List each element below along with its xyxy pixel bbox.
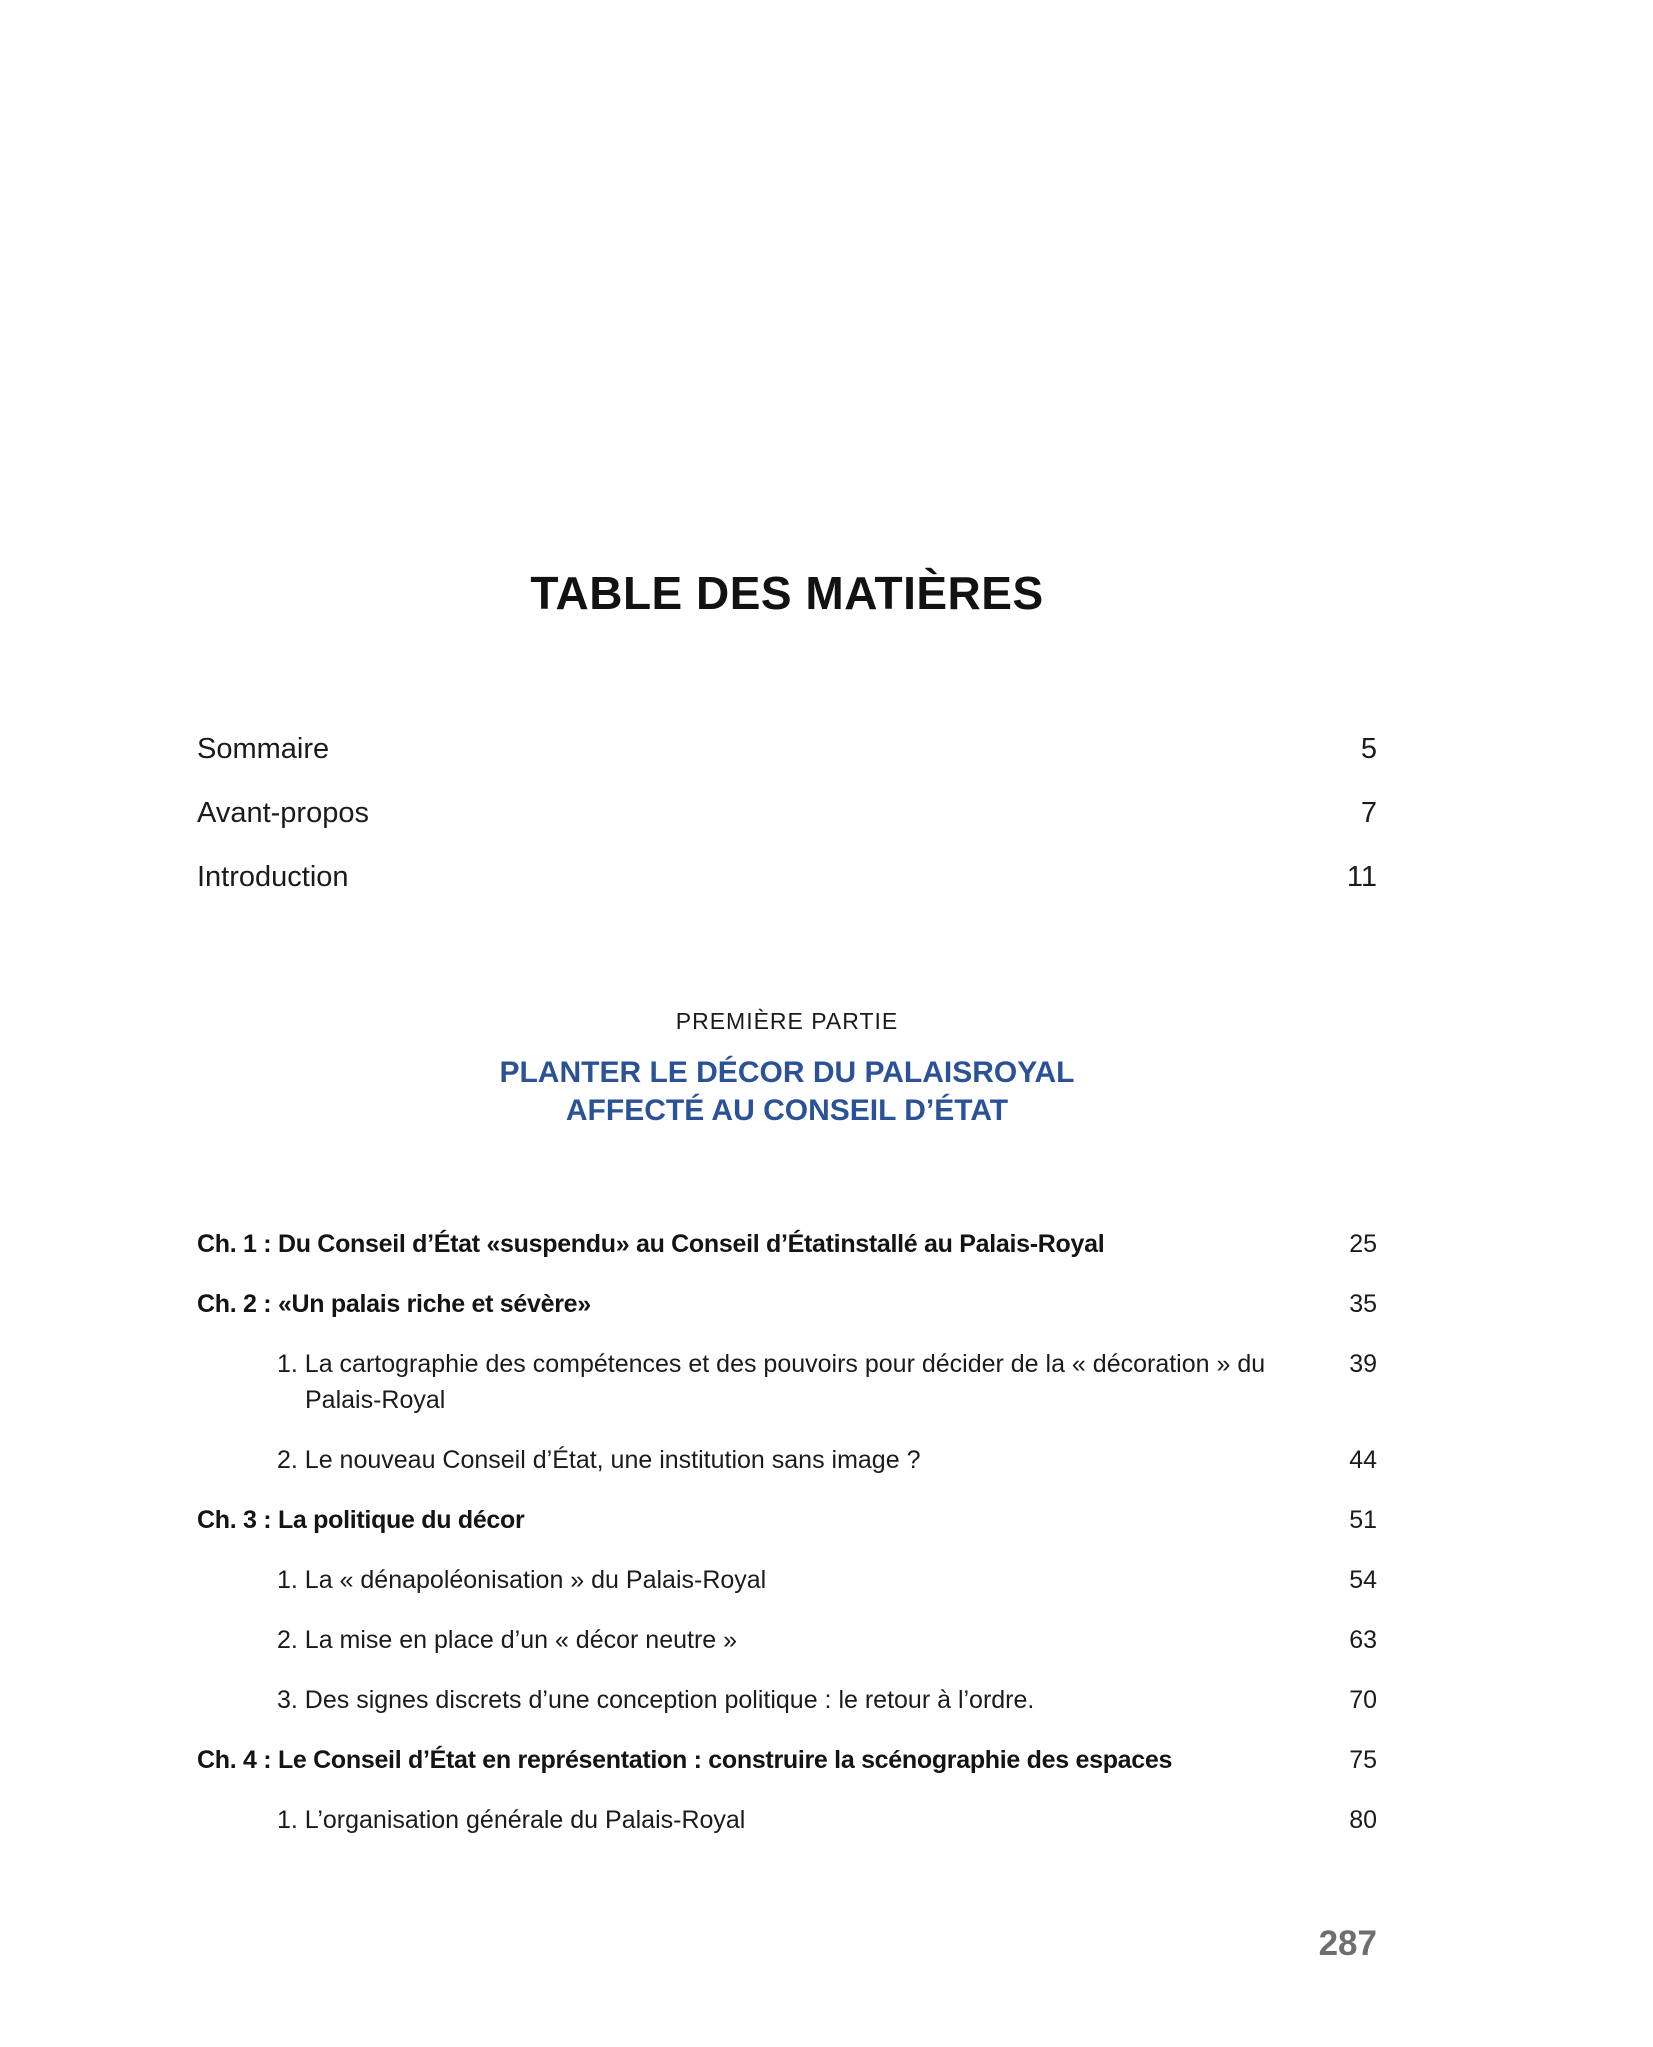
part-title-line2: AFFECTÉ AU CONSEIL D’ÉTAT [565, 1094, 1009, 1127]
front-matter-list [197, 732, 1377, 924]
toc-row [197, 1802, 1377, 1838]
front-matter-row [197, 860, 1377, 894]
entry-page-number: 54 [1349, 1566, 1377, 1594]
entry-page-number: 11 [1346, 861, 1377, 893]
entry-page-number: 25 [1349, 1230, 1377, 1258]
toc-row [197, 1682, 1377, 1718]
part-title [197, 1054, 1377, 1130]
entry-page-number: 7 [1360, 797, 1377, 829]
entry-page-number: 70 [1349, 1686, 1377, 1714]
entry-label: Ch. 1 : Du Conseil d’État «suspendu» au Conseil d’Étatinstallé au Palais-Royal [197, 1230, 1105, 1258]
entry-label: Introduction [197, 861, 349, 893]
entry-page-number: 51 [1349, 1506, 1377, 1534]
entry-label: Ch. 3 : La politique du décor [197, 1506, 525, 1534]
toc-row [197, 1226, 1377, 1262]
toc-row [197, 1286, 1377, 1322]
entry-page-number: 44 [1349, 1446, 1377, 1474]
front-matter-row [197, 796, 1377, 830]
entry-label: 3. Des signes discrets d’une conception politique : le retour à l’ordre. [277, 1686, 1035, 1714]
entry-page-number: 80 [1349, 1806, 1377, 1834]
entry-label: 2. Le nouveau Conseil d’État, une institution sans image ? [277, 1446, 921, 1474]
folio-page-number: 287 [1318, 1924, 1377, 1963]
toc-list [197, 1226, 1377, 1862]
entry-page-number: 39 [1349, 1350, 1377, 1378]
entry-label: 1. La « dénapoléonisation » du Palais-Royal [277, 1566, 767, 1594]
toc-row [197, 1346, 1377, 1418]
part-kicker: PREMIÈRE PARTIE [675, 1008, 899, 1034]
page-title: TABLE DES MATIÈRES [530, 567, 1044, 619]
entry-label: 1. La cartographie des compétences et des pouvoirs pour décider de la « décoration » du Palais-Royal [277, 1350, 1266, 1414]
part-title-line1: PLANTER LE DÉCOR DU PALAISROYAL [499, 1056, 1075, 1089]
toc-row [197, 1502, 1377, 1538]
entry-page-number: 5 [1360, 733, 1377, 765]
toc-row [197, 1622, 1377, 1658]
toc-row [197, 1742, 1377, 1778]
entry-label: Sommaire [197, 733, 330, 765]
entry-page-number: 75 [1349, 1746, 1377, 1774]
front-matter-row [197, 732, 1377, 766]
entry-page-number: 35 [1349, 1290, 1377, 1318]
entry-label: Ch. 2 : «Un palais riche et sévère» [197, 1290, 591, 1318]
entry-label: Ch. 4 : Le Conseil d’État en représentation : construire la scénographie des espaces [197, 1746, 1173, 1774]
entry-label: Avant-propos [197, 797, 369, 829]
entry-page-number: 63 [1349, 1626, 1377, 1654]
entry-label: 1. L’organisation générale du Palais-Royal [277, 1806, 746, 1834]
toc-row [197, 1442, 1377, 1478]
entry-label: 2. La mise en place d’un « décor neutre » [277, 1626, 738, 1654]
toc-row [197, 1562, 1377, 1598]
